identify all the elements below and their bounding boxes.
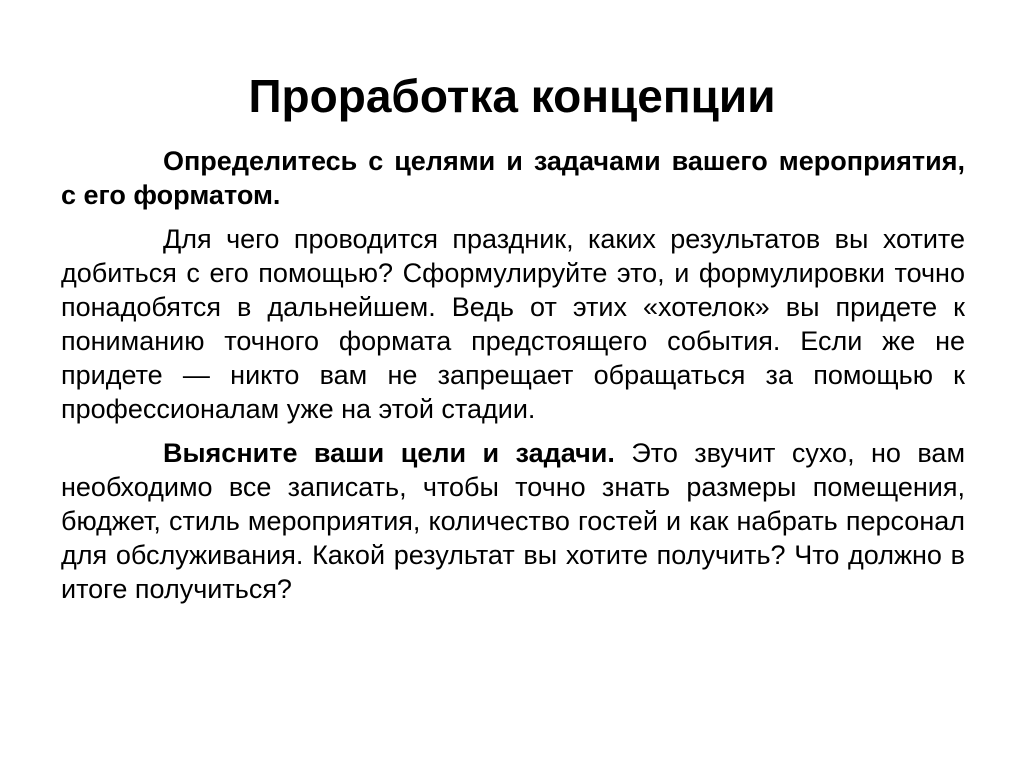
paragraph-purpose-text: Для чего проводится праздник, каких результатов вы хотите добиться с его помощью? Сформулируйте это, и формулировки точно понадобятся в дальнейшем. Ведь от этих «хотелок» вы придете к пониманию точного формата предстоящего события. Если же не придете — никто вам не запрещает обращаться за помощью к профессионалам уже на этой стадии.: [61, 224, 965, 424]
paragraph-clarify-goals: [61, 436, 965, 606]
paragraph-clarify-goals-text: Это звучит сухо, но вам необходимо все записать, чтобы точно знать размеры помещения, бюджет, стиль мероприятия, количество гостей и как набрать персонал для обслуживания. Какой результат вы хотите получить? Что должно в итоге получиться?: [61, 438, 966, 604]
slide-title: Проработка концепции: [248, 70, 776, 122]
paragraph-purpose: [61, 222, 965, 426]
paragraph-goals-format: [61, 144, 965, 212]
slide-body: [61, 144, 965, 616]
paragraph-clarify-goals-lead: Выясните ваши цели и задачи.: [163, 438, 615, 468]
paragraph-goals-format-text: Определитесь с целями и задачами вашего мероприятия, с его форматом.: [61, 146, 965, 210]
